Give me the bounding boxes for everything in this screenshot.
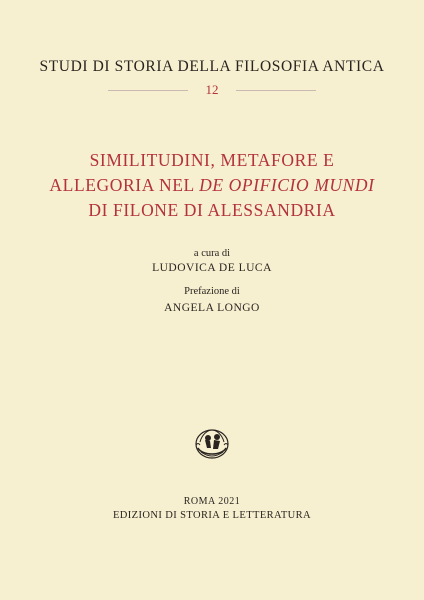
- series-title: STUDI DI STORIA DELLA FILOSOFIA ANTICA: [39, 58, 385, 75]
- volume-number: 12: [205, 82, 219, 97]
- edited-by-label: a cura di: [193, 248, 231, 259]
- title-line-2-italic: DE OPIFICIO MUNDI: [199, 175, 375, 195]
- place-year: ROMA 2021: [183, 496, 241, 507]
- divider-right: [236, 90, 316, 91]
- preface-label: Prefazione di: [184, 286, 240, 297]
- title-line-3: DI FILONE DI ALESSANDRIA: [88, 200, 336, 220]
- publisher-name: EDIZIONI DI STORIA E LETTERATURA: [112, 510, 312, 521]
- publisher-emblem-icon: [188, 418, 236, 466]
- editor-name: LUDOVICA DE LUCA: [152, 262, 272, 274]
- preface-author: ANGELA LONGO: [164, 302, 260, 314]
- title-line-1: SIMILITUDINI, METAFORE E: [89, 150, 335, 170]
- title-line-2: [0, 173, 424, 198]
- title-line-2-prefix: ALLEGORIA NEL: [49, 175, 200, 195]
- book-title: [0, 148, 424, 223]
